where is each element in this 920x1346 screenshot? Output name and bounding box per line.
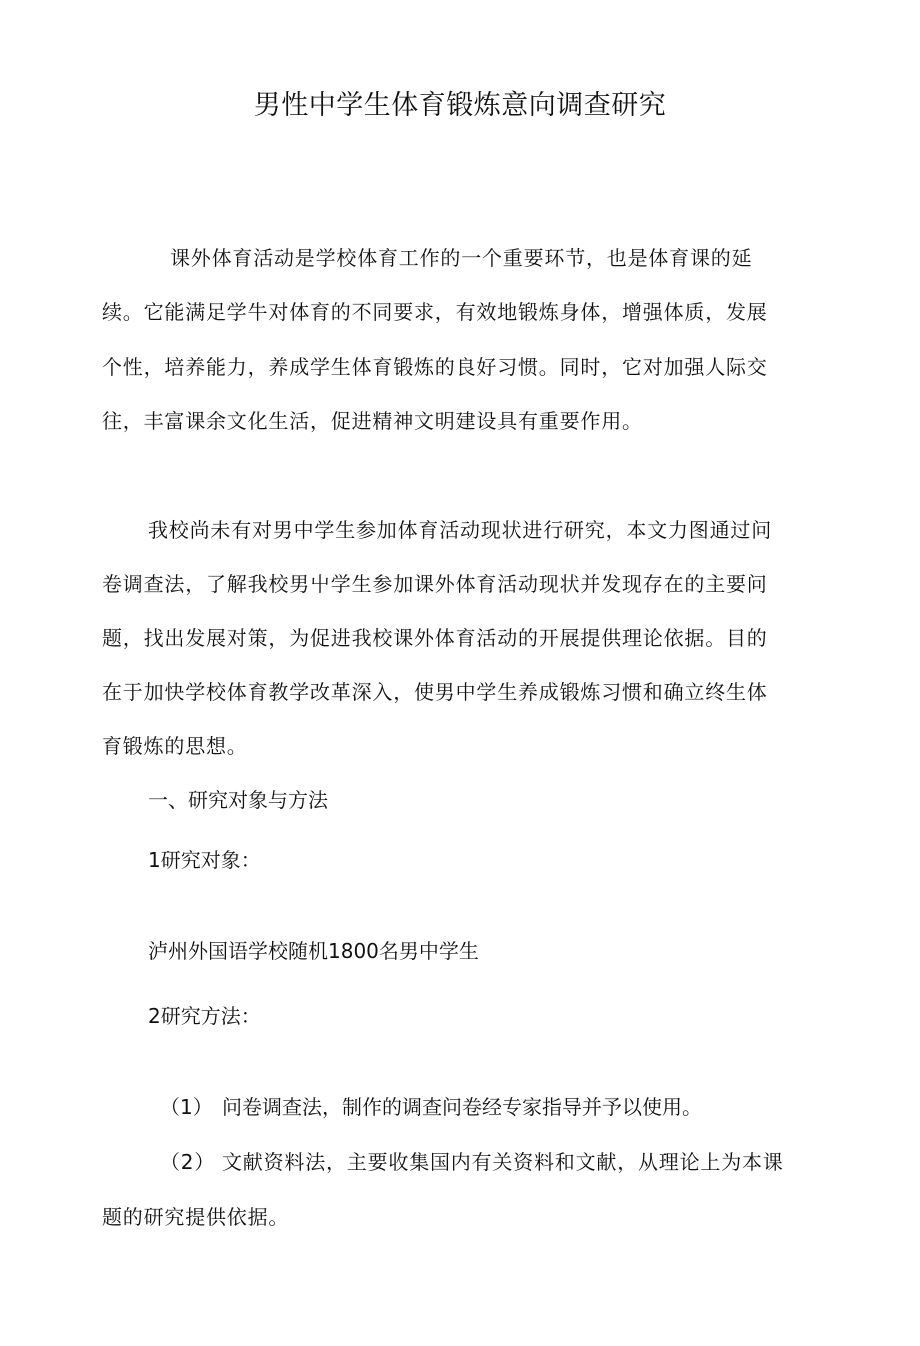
method-item-text: 文献资料法，主要收集国内有关资料和文献，从理论上为本课 — [222, 1150, 784, 1174]
method-heading: 2研究方法： — [148, 1004, 261, 1028]
paragraph2-line-3: 题，找出发展对策，为促进我校课外体育活动的开展提供理论依据。目的 — [102, 626, 768, 650]
paragraph2-line-5: 育锻炼的思想。 — [102, 734, 248, 758]
document-title: 男性中学生体育锻炼意向调查研究 — [253, 90, 667, 121]
section-heading: 一、研究对象与方法 — [148, 788, 328, 812]
paragraph1-line-1: 课外体育活动是学校体育工作的一个重要环节，也是体育课的延 — [170, 246, 753, 270]
subject-text: 泸州外国语学校随机1800名男中学生 — [148, 939, 479, 963]
method-item-number: （2） — [160, 1150, 216, 1174]
paragraph1-line-4: 往，丰富课余文化生活，促进精神文明建设具有重要作用。 — [102, 409, 643, 433]
paragraph2-line-2: 卷调查法，了解我校男屮学生参加课外体育活动现状并发现存在的主要问 — [102, 572, 768, 596]
method-item-2 — [160, 1148, 784, 1176]
method-item-number: （1） — [160, 1095, 213, 1119]
paragraph1-line-3: 个性，培养能力，养成学生体育锻炼的良好习惯。同时，它对加强人际交 — [102, 355, 768, 379]
paragraph2-line-1: 我校尚未有对男中学生参加体育活动现状进行研究，本文力图通过问 — [148, 518, 772, 542]
subject-heading: 1研究对象： — [148, 848, 261, 872]
paragraph1-line-2: 续。它能满足学牛对体育的不同要求，有效地锻炼身体，增强体质，发展 — [102, 300, 768, 324]
method-item-2-continuation: 题的研究提供依据。 — [102, 1205, 290, 1229]
method-item-1 — [160, 1093, 702, 1121]
method-item-text: 问卷调查法，制作的调查问卷经专家指导并予以使用。 — [222, 1095, 702, 1119]
paragraph2-line-4: 在于加快学校体育教学改革深入，使男中学生养成锻炼习惯和确立终生体 — [102, 680, 768, 704]
